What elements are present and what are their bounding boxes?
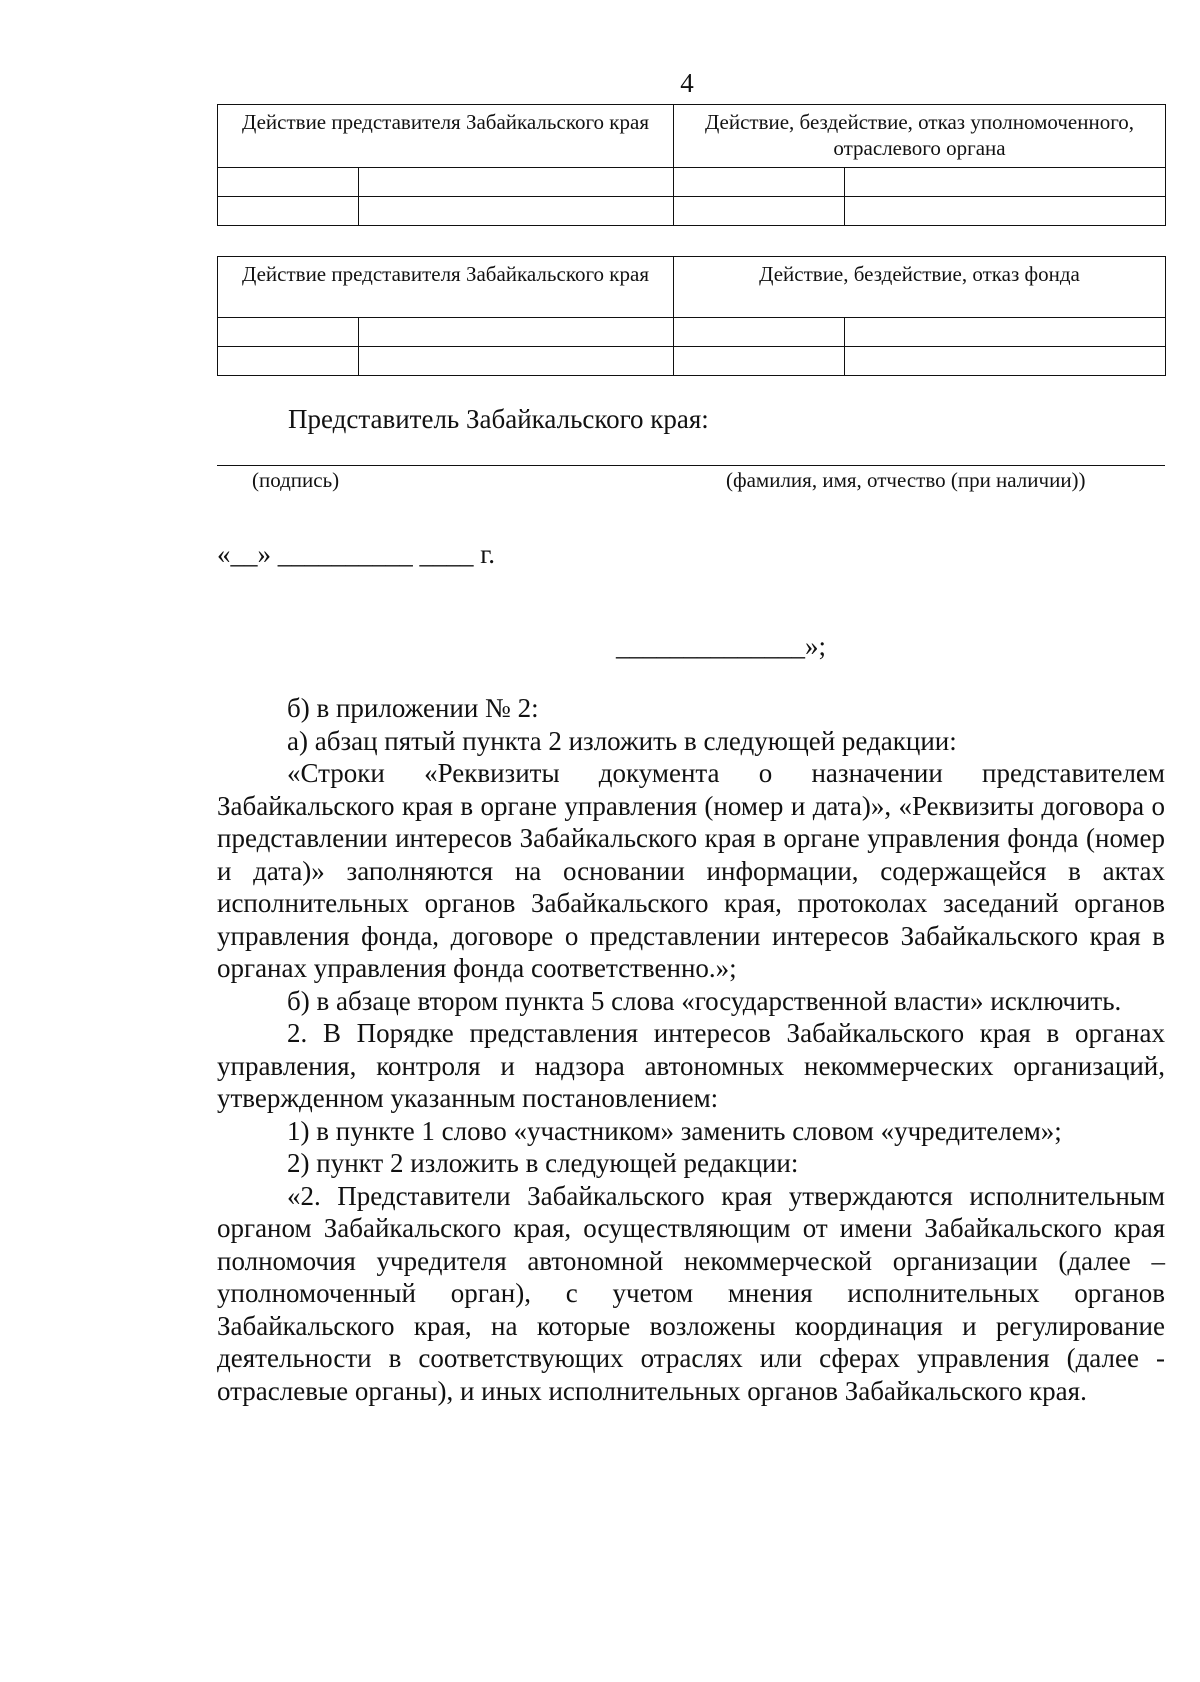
paragraph: а) абзац пятый пункта 2 изложить в следующей редакции: [287, 725, 957, 756]
paragraph: 2. В Порядке представления интересов Забайкальского края в органах управления, контроля и надзора автономных некоммерческих организаций, утвержденном указанным постановлением: [217, 1018, 1165, 1113]
paragraph: б) в абзаце втором пункта 5 слова «государственной власти» исключить. [287, 985, 1122, 1016]
name-caption: (фамилия, имя, отчество (при наличии)) [726, 468, 1086, 492]
table-cell [359, 197, 674, 226]
body-text [217, 692, 1165, 1407]
table-cell [674, 168, 845, 197]
table-header-representative-action: Действие представителя Забайкальского края [218, 257, 674, 318]
table-cell [845, 318, 1166, 347]
table-cell [359, 347, 674, 376]
table-header-fund-action: Действие, бездействие, отказ фонда [674, 257, 1166, 318]
table-header-authority-action: Действие, бездействие, отказ уполномоченного, отраслевого органа [674, 105, 1166, 168]
date-line: «__» __________ ____ г. [217, 539, 496, 569]
table-header-representative-action: Действие представителя Забайкальского края [218, 105, 674, 168]
signature-caption: (подпись) [252, 468, 340, 492]
table-cell [845, 168, 1166, 197]
paragraph: 2) пункт 2 изложить в следующей редакции: [287, 1148, 799, 1178]
signature-line [217, 465, 1165, 466]
table-row [218, 318, 1166, 347]
table-row [218, 168, 1166, 197]
closing-mark: ______________»; [616, 631, 827, 661]
table-cell [218, 318, 359, 347]
action-table-fund [217, 256, 1166, 376]
paragraph: «2. Представители Забайкальского края утверждаются исполнительным органом Забайкальского края, осуществляющим от имени Забайкальского края полномочия учредителя автономной некоммерческой организации (далее – уполномоченный орган), с учетом мнения исполнительных органов Забайкальского края, на которые возложены координация и регулирование деятельности в соответствующих отраслях или сферах управления (далее - отраслевые органы), и иных исполнительных органов Забайкальского края. [217, 1180, 1165, 1406]
table-cell [674, 197, 845, 226]
table-row [218, 197, 1166, 226]
table-cell [674, 347, 845, 376]
page-number: 4 [680, 68, 694, 98]
paragraph: б) в приложении № 2: [287, 693, 539, 723]
table-cell [218, 168, 359, 197]
paragraph: 1) в пункте 1 слово «участником» заменить словом «учредителем»; [287, 1115, 1062, 1146]
table-cell [674, 318, 845, 347]
table-cell [359, 318, 674, 347]
table-cell [845, 197, 1166, 226]
table-cell [218, 347, 359, 376]
table-cell [359, 168, 674, 197]
table-cell [845, 347, 1166, 376]
representative-heading: Представитель Забайкальского края: [288, 404, 709, 434]
paragraph: «Строки «Реквизиты документа о назначении представителем Забайкальского края в органе управления (номер и дата)», «Реквизиты договора о представлении интересов Забайкальского края в органе управления фонда (номер и дата)» заполняются на основании информации, содержащейся в актах исполнительных органов Забайкальского края, протоколах заседаний органов управления фонда, договоре о представлении интересов Забайкальского края в органах управления фонда соответственно.»; [217, 758, 1165, 983]
action-table-authority [217, 104, 1166, 226]
table-row [218, 347, 1166, 376]
table-cell [218, 197, 359, 226]
